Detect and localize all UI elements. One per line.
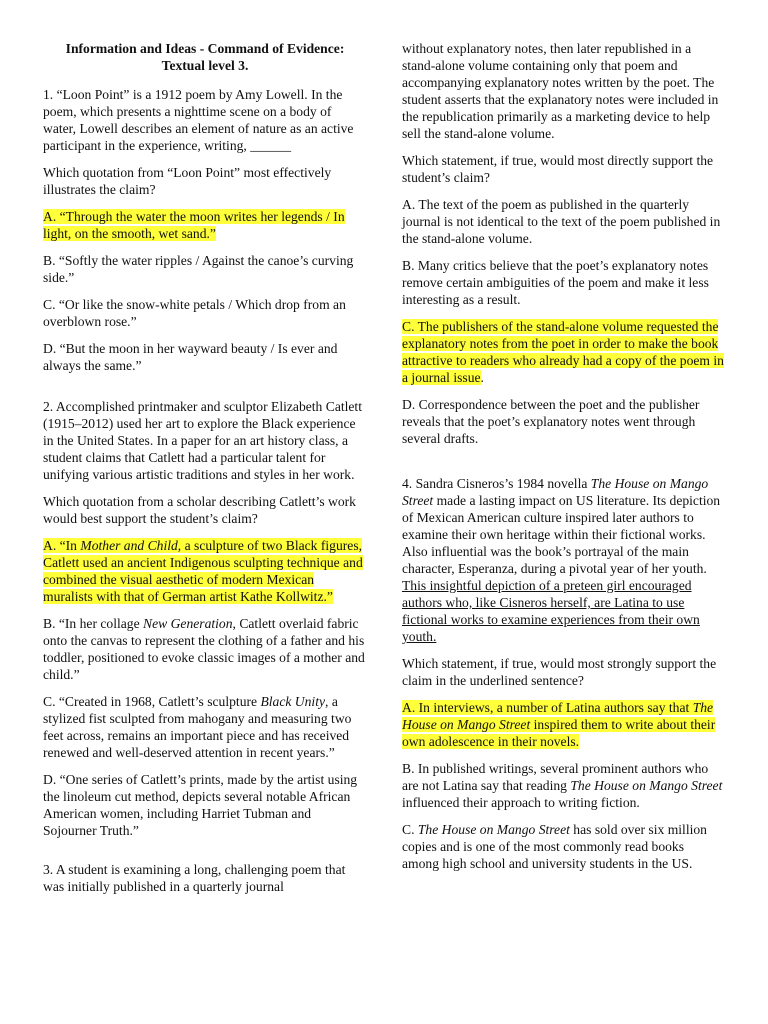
q4-option-a-post: inspired them to write about their own adolescence in their novels. (402, 717, 716, 749)
q1-stem: 1. “Loon Point” is a 1912 poem by Amy Lowell. In the poem, which presents a nighttime scene on a body of water, Lowell describes an element of nature as an active participant in the experience, writing, ______ (43, 87, 354, 153)
q4-option-c-pre: C. (402, 822, 418, 837)
left-column (43, 40, 367, 905)
q1-option-a-highlight: A. “Through the water the moon writes her legends / In light, on the smooth, wet sand.” (43, 209, 345, 241)
q4-option-b-title: The House on Mango Street (570, 778, 723, 793)
q2-option-d: D. “One series of Catlett’s prints, made by the artist using the linoleum cut method, depicts several notable African American women, including Harriet Tubman and Sojourner Truth.” (43, 772, 358, 838)
q4-option-b (402, 760, 724, 811)
q4-option-c (402, 821, 724, 872)
q3-stem-part2: without explanatory notes, then later republished in a stand-alone volume containing only that poem and accompanying explanatory notes written by the poet. The student asserts that the explanatory notes were included in the republication primarily as a marketing device to help sell the stand-alone volume. (402, 41, 719, 141)
right-column (402, 40, 724, 882)
q1-option-a (43, 208, 367, 242)
q4-option-a (402, 699, 724, 750)
title-line-2: Textual level 3. (161, 58, 249, 73)
q4-option-c-post: has sold over six million copies and is one of the most commonly read books among high school and university students in the US. (402, 822, 707, 871)
q1-question: Which quotation from “Loon Point” most effectively illustrates the claim? (43, 165, 332, 197)
q1-option-d: D. “But the moon in her wayward beauty / Is ever and always the same.” (43, 341, 338, 373)
q2-option-a-title: Mother and Child (80, 538, 178, 553)
q4-stem-title: The House on Mango Street (402, 476, 709, 508)
q2-option-a-pre: A. “In (43, 538, 81, 553)
q3-option-a: A. The text of the poem as published in the quarterly journal is not identical to the text of the poem published in the stand-alone volume. (402, 197, 721, 246)
q3-question: Which statement, if true, would most directly support the student’s claim? (402, 153, 714, 185)
q2-option-b (43, 615, 367, 683)
q2-option-b-post: , Catlett overlaid fabric onto the canvas to represent the clothing of a father and his toddler, positioned to evoke classic images of a mother and child.” (43, 616, 365, 682)
q2-question: Which quotation from a scholar describing Catlett’s work would best support the student’s claim? (43, 494, 356, 526)
q3-option-b: B. Many critics believe that the poet’s explanatory notes remove certain ambiguities of the poem and make it less interesting as a result. (402, 258, 709, 307)
q3-option-c (402, 318, 724, 386)
q4-option-a-highlight (402, 700, 715, 749)
q4-stem-pre: 4. Sandra Cisneros’s 1984 novella (402, 476, 591, 491)
q2-option-a-post: , a sculpture of two Black figures, Catlett used an ancient Indigenous sculpting technique and combined the visual aesthetic of modern Mexican muralists with that of German artist Kathe Kollwitz.” (43, 538, 363, 604)
q2-option-b-title: New Generation (143, 616, 233, 631)
q4-option-a-pre: A. In interviews, a number of Latina authors say that (402, 700, 693, 715)
q4-question: Which statement, if true, would most strongly support the claim in the underlined sentence? (402, 656, 717, 688)
q3-option-d: D. Correspondence between the poet and the publisher reveals that the poet’s explanatory notes went through several drafts. (402, 397, 700, 446)
q2-option-c-post: , a stylized fist sculpted from mahogany and measuring two feet across, remains an important piece and has received renewed and well-deserved attention in recent years.” (43, 694, 352, 760)
q3-option-c-end: . (480, 370, 484, 385)
q2-stem: 2. Accomplished printmaker and sculptor Elizabeth Catlett (1915–2012) used her art to explore the Black experience in the United States. In a paper for an art history class, a student claims that Catlett had a particular talent for unifying various artistic traditions and styles in her work. (43, 399, 362, 482)
q3-option-c-highlight: C. The publishers of the stand-alone volume requested the explanatory notes from the poet in order to make the book attractive to readers who already had a copy of the poem in a journal issue (402, 319, 724, 385)
q4-option-a-title: The House on Mango Street (402, 700, 714, 732)
q2-option-a-highlight (43, 538, 363, 604)
q2-option-c-title: Black Unity (260, 694, 326, 709)
page-title (43, 40, 367, 74)
q3-stem-part1: 3. A student is examining a long, challenging poem that was initially published in a quarterly journal (43, 862, 346, 894)
q4-stem-mid: made a lasting impact on US literature. Its depiction of Mexican American culture inspired later authors to examine their own heritage within their fictional works. Also influential was the book’s portrayal of the main character, Esperanza, during a pivotal year of her youth. (402, 493, 721, 576)
q4-stem (402, 475, 724, 645)
title-line-1: Information and Ideas - Command of Evidence: (65, 41, 345, 56)
q1-option-b: B. “Softly the water ripples / Against the canoe’s curving side.” (43, 253, 354, 285)
q1-option-c: C. “Or like the snow-white petals / Which drop from an overblown rose.” (43, 297, 346, 329)
q4-option-b-post: influenced their approach to writing fiction. (402, 795, 640, 810)
q4-option-c-title: The House on Mango Street (417, 822, 570, 837)
q2-option-b-pre: B. “In her collage (43, 616, 144, 631)
q2-option-c-pre: C. “Created in 1968, Catlett’s sculpture (43, 694, 261, 709)
q4-option-b-pre: B. In published writings, several prominent authors who are not Latina say that reading (402, 761, 709, 793)
q4-underlined-sentence: This insightful depiction of a preteen girl encouraged authors who, like Cisneros herself, are Latina to use fictional works to examine experiences from their own youth. (402, 578, 700, 644)
q2-option-a (43, 537, 367, 605)
q2-option-c (43, 693, 367, 761)
